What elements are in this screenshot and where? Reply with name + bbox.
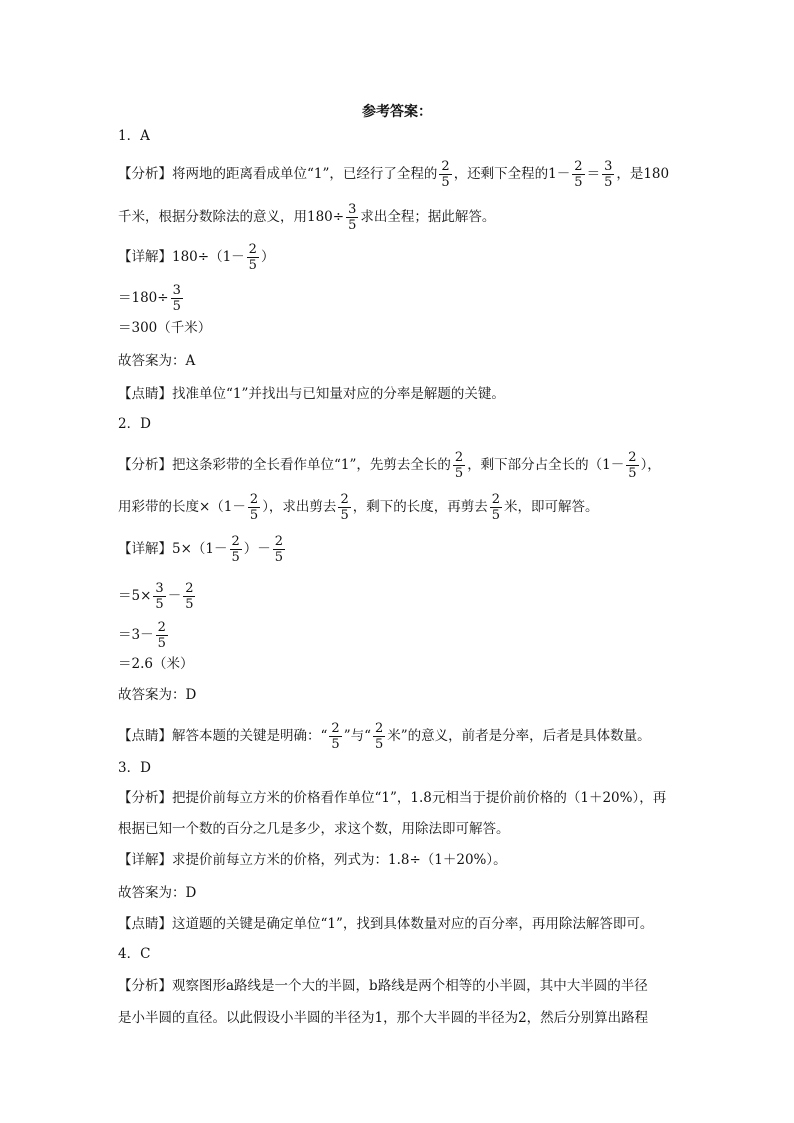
q3-comment: 【点睛】这道题的关键是确定单位“1”，找到具体数量对应的百分率，再用除法解答即可。 <box>118 916 654 932</box>
q1-analysis-line2: 千米，根据分数除法的意义，用180÷ $\frac{3}{5}$ 求出全程；据此解答。 <box>118 202 496 233</box>
fraction: $\frac{2}{5}$ <box>231 534 240 565</box>
fraction: $\frac{2}{5}$ <box>331 721 340 752</box>
q1-detail-line1: 【详解】180÷（1－ $\frac{2}{5}$ ） <box>118 242 275 273</box>
q2-detail-line1: 【详解】5×（1－ $\frac{2}{5}$ ）－ $\frac{2}{5}$ <box>118 534 284 565</box>
q4-analysis-line2: 是小半圆的直径。以此假设小半圆的半径为1，那个大半圆的半径为2，然后分别算出路程 <box>118 1010 649 1026</box>
fraction: $\frac{3}{5}$ <box>172 283 181 314</box>
fraction: $\frac{2}{5}$ <box>491 492 500 523</box>
q3-number: 3．D <box>118 760 151 776</box>
q1-analysis-line1: 【分析】将两地的距离看成单位“1”，已经行了全程的 $\frac{2}{5}$ ，还剩下全程的1－ $\frac{2}{5}$ ＝ $\frac{3}{5}$ ，是180 <box>118 159 670 190</box>
q2-detail-line4: ＝2.6（米） <box>118 656 194 672</box>
q3-answer: 故答案为：D <box>118 885 197 901</box>
q2-detail-line2: ＝5× $\frac{3}{5}$ － $\frac{2}{5}$ <box>118 581 194 612</box>
q3-detail: 【详解】求提价前每立方米的价格，列式为：1.8÷（1＋20%）。 <box>118 852 507 868</box>
fraction: $\frac{3}{5}$ <box>348 202 357 233</box>
q4-analysis-line1: 【分析】观察图形a路线是一个大的半圆，b路线是两个相等的小半圆，其中大半圆的半径 <box>118 978 648 994</box>
page-title: 参考答案： <box>362 104 432 120</box>
fraction: $\frac{2}{5}$ <box>274 534 284 565</box>
q2-comment: 【点睛】解答本题的关键是明确：“ $\frac{2}{5}$ ”与“ $\frac{2}{5}$ 米”的意义，前者是分率，后者是具体数量。 <box>118 721 651 752</box>
q4-number: 4．C <box>118 946 151 962</box>
q2-analysis-line2: 用彩带的长度×（1－ $\frac{2}{5}$ ），求出剪去 $\frac{2}{5}$ ，剩下的长度，再剪去 $\frac{2}{5}$ 米，即可解答。 <box>118 492 599 523</box>
fraction: $\frac{2}{5}$ <box>249 492 259 523</box>
fraction: $\frac{3}{5}$ <box>155 581 164 612</box>
q2-answer: 故答案为：D <box>118 687 197 703</box>
q2-number: 2．D <box>118 416 151 432</box>
fraction: $\frac{2}{5}$ <box>375 721 384 752</box>
q2-detail-line3: ＝3－ $\frac{2}{5}$ <box>118 620 166 651</box>
fraction: $\frac{2}{5}$ <box>157 620 166 651</box>
q2-analysis-line1: 【分析】把这条彩带的全长看作单位“1”，先剪去全长的 $\frac{2}{5}$ ，剩下部分占全长的（1－ $\frac{2}{5}$ ）， <box>118 450 661 481</box>
fraction: $\frac{2}{5}$ <box>574 159 583 190</box>
q3-analysis-line1: 【分析】把提价前每立方米的价格看作单位“1”，1.8元相当于提价前价格的（1＋20%），再 <box>118 790 667 806</box>
q1-detail-line3: ＝300（千米） <box>118 320 212 336</box>
fraction: $\frac{2}{5}$ <box>454 450 464 481</box>
q1-comment: 【点睛】找准单位“1”并找出与已知量对应的分率是解题的关键。 <box>118 386 505 402</box>
q1-answer: 故答案为：A <box>118 353 196 369</box>
q3-analysis-line2: 根据已知一个数的百分之几是多少，求这个数，用除法即可解答。 <box>118 821 510 837</box>
fraction: $\frac{2}{5}$ <box>340 492 349 523</box>
fraction: $\frac{2}{5}$ <box>185 581 194 612</box>
q1-number: 1．A <box>118 128 150 144</box>
fraction: $\frac{2}{5}$ <box>441 159 450 190</box>
q1-detail-line2: ＝180÷ $\frac{3}{5}$ <box>118 283 181 314</box>
fraction: $\frac{3}{5}$ <box>604 159 613 190</box>
fraction: $\frac{2}{5}$ <box>248 242 257 273</box>
fraction: $\frac{2}{5}$ <box>628 450 637 481</box>
